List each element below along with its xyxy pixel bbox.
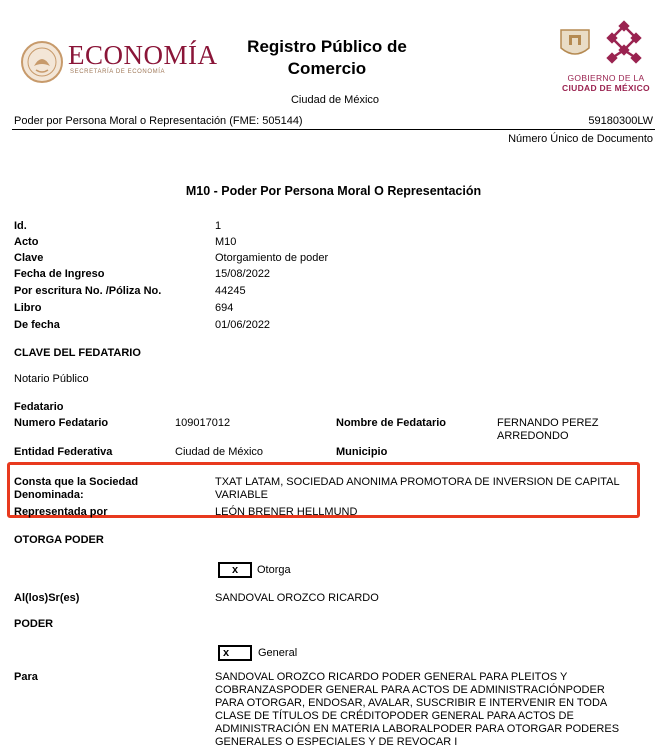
section-otorga-poder: OTORGA PODER xyxy=(14,534,104,546)
para-line: GENERALES O ESPECIALES Y DE REVOCAR I xyxy=(215,736,458,748)
page-title-line1: Registro Público de xyxy=(247,37,407,56)
para-line: SANDOVAL OROZCO RICARDO PODER GENERAL PARA PLEITOS Y xyxy=(215,671,568,683)
cdmx-wordmark-line2: CIUDAD DE MÉXICO xyxy=(562,83,650,93)
economia-wordmark: ECONOMÍA xyxy=(68,40,218,70)
nombre-fedatario-label: Nombre de Fedatario xyxy=(336,417,447,429)
fedatario-type: Notario Público xyxy=(14,373,89,385)
otorga-checkbox[interactable]: x xyxy=(218,562,252,578)
page-title xyxy=(232,36,422,80)
field-value-clave: Otorgamiento de poder xyxy=(215,252,329,264)
entidad-federativa-value: Ciudad de México xyxy=(175,446,264,458)
field-label-libro: Libro xyxy=(14,302,42,314)
sociedad-label xyxy=(14,476,138,502)
numero-fedatario-label: Numero Fedatario xyxy=(14,417,109,429)
mexico-coat-of-arms-icon xyxy=(20,40,64,84)
nombre-fedatario-value-line2: ARREDONDO xyxy=(497,430,569,442)
document-code: 59180300LW xyxy=(588,115,653,127)
entidad-federativa-label: Entidad Federativa xyxy=(14,446,113,458)
field-label-acto: Acto xyxy=(14,236,39,248)
divider xyxy=(12,129,655,130)
nombre-fedatario-value xyxy=(497,417,598,443)
economia-subtitle: SECRETARÍA DE ECONOMÍA xyxy=(70,69,166,75)
para-line: PARA OTORGAR, ENDOSAR, AVALAR, SUSCRIBIR E INTERVENIR EN TODA xyxy=(215,697,608,709)
page-title-line2: Comercio xyxy=(287,59,367,78)
representada-value: LEÓN BRENER HELLMUND xyxy=(215,506,358,518)
sociedad-label-line1: Consta que la Sociedad xyxy=(14,476,139,488)
cdmx-wordmark xyxy=(556,73,656,93)
field-label-fecha-ingreso: Fecha de Ingreso xyxy=(14,268,105,280)
cdmx-logo-icon xyxy=(600,20,648,68)
cdmx-emblem-icon xyxy=(557,26,593,62)
field-value-libro: 694 xyxy=(215,302,234,314)
field-value-escritura: 44245 xyxy=(215,285,246,297)
field-label-escritura: Por escritura No. /Póliza No. xyxy=(14,285,162,297)
sociedad-value xyxy=(215,476,620,502)
numero-fedatario-value: 109017012 xyxy=(175,417,231,429)
field-value-id: 1 xyxy=(215,220,222,232)
field-value-acto: M10 xyxy=(215,236,237,248)
cdmx-wordmark-line1: GOBIERNO DE LA xyxy=(567,73,645,83)
field-label-id: Id. xyxy=(14,220,27,232)
fedatario-heading: Fedatario xyxy=(14,401,64,413)
alos-value: SANDOVAL OROZCO RICARDO xyxy=(215,592,379,604)
document-number-label: Número Único de Documento xyxy=(508,133,653,145)
otorga-checkbox-label: Otorga xyxy=(257,564,291,576)
field-label-de-fecha: De fecha xyxy=(14,319,60,331)
para-label: Para xyxy=(14,671,38,683)
sociedad-value-line2: VARIABLE xyxy=(215,489,268,501)
section-clave-fedatario: CLAVE DEL FEDATARIO xyxy=(14,347,141,359)
para-value xyxy=(215,671,655,749)
field-label-clave: Clave xyxy=(14,252,44,264)
document-title: M10 - Poder Por Persona Moral O Representación xyxy=(185,184,482,198)
para-line: COBRANZASPODER GENERAL PARA ACTOS DE ADMINISTRACIÓNPODER xyxy=(215,684,605,696)
field-value-fecha-ingreso: 15/08/2022 xyxy=(215,268,271,280)
general-checkbox[interactable]: x xyxy=(218,645,252,661)
sociedad-label-line2: Denominada: xyxy=(14,489,84,501)
nombre-fedatario-value-line1: FERNANDO PEREZ xyxy=(497,417,599,429)
field-value-de-fecha: 01/06/2022 xyxy=(215,319,271,331)
sociedad-value-line1: TXAT LATAM, SOCIEDAD ANONIMA PROMOTORA DE INVERSION DE CAPITAL xyxy=(215,476,620,488)
fme-label: Poder por Persona Moral o Representación (FME: 505144) xyxy=(14,115,303,127)
municipio-label: Municipio xyxy=(336,446,388,458)
para-line: ADMINISTRACIÓN EN MATERIA LABORALPODER PARA OTORGAR PODERES xyxy=(215,723,620,735)
alos-label: Al(los)Sr(es) xyxy=(14,592,80,604)
para-line: CLASE DE TÍTULOS DE CRÉDITOPODER GENERAL PARA ACTOS DE xyxy=(215,710,574,722)
representada-label: Representada por xyxy=(14,506,108,518)
section-poder: PODER xyxy=(14,618,54,630)
general-checkbox-label: General xyxy=(258,647,298,659)
city-label: Ciudad de México xyxy=(290,94,380,106)
